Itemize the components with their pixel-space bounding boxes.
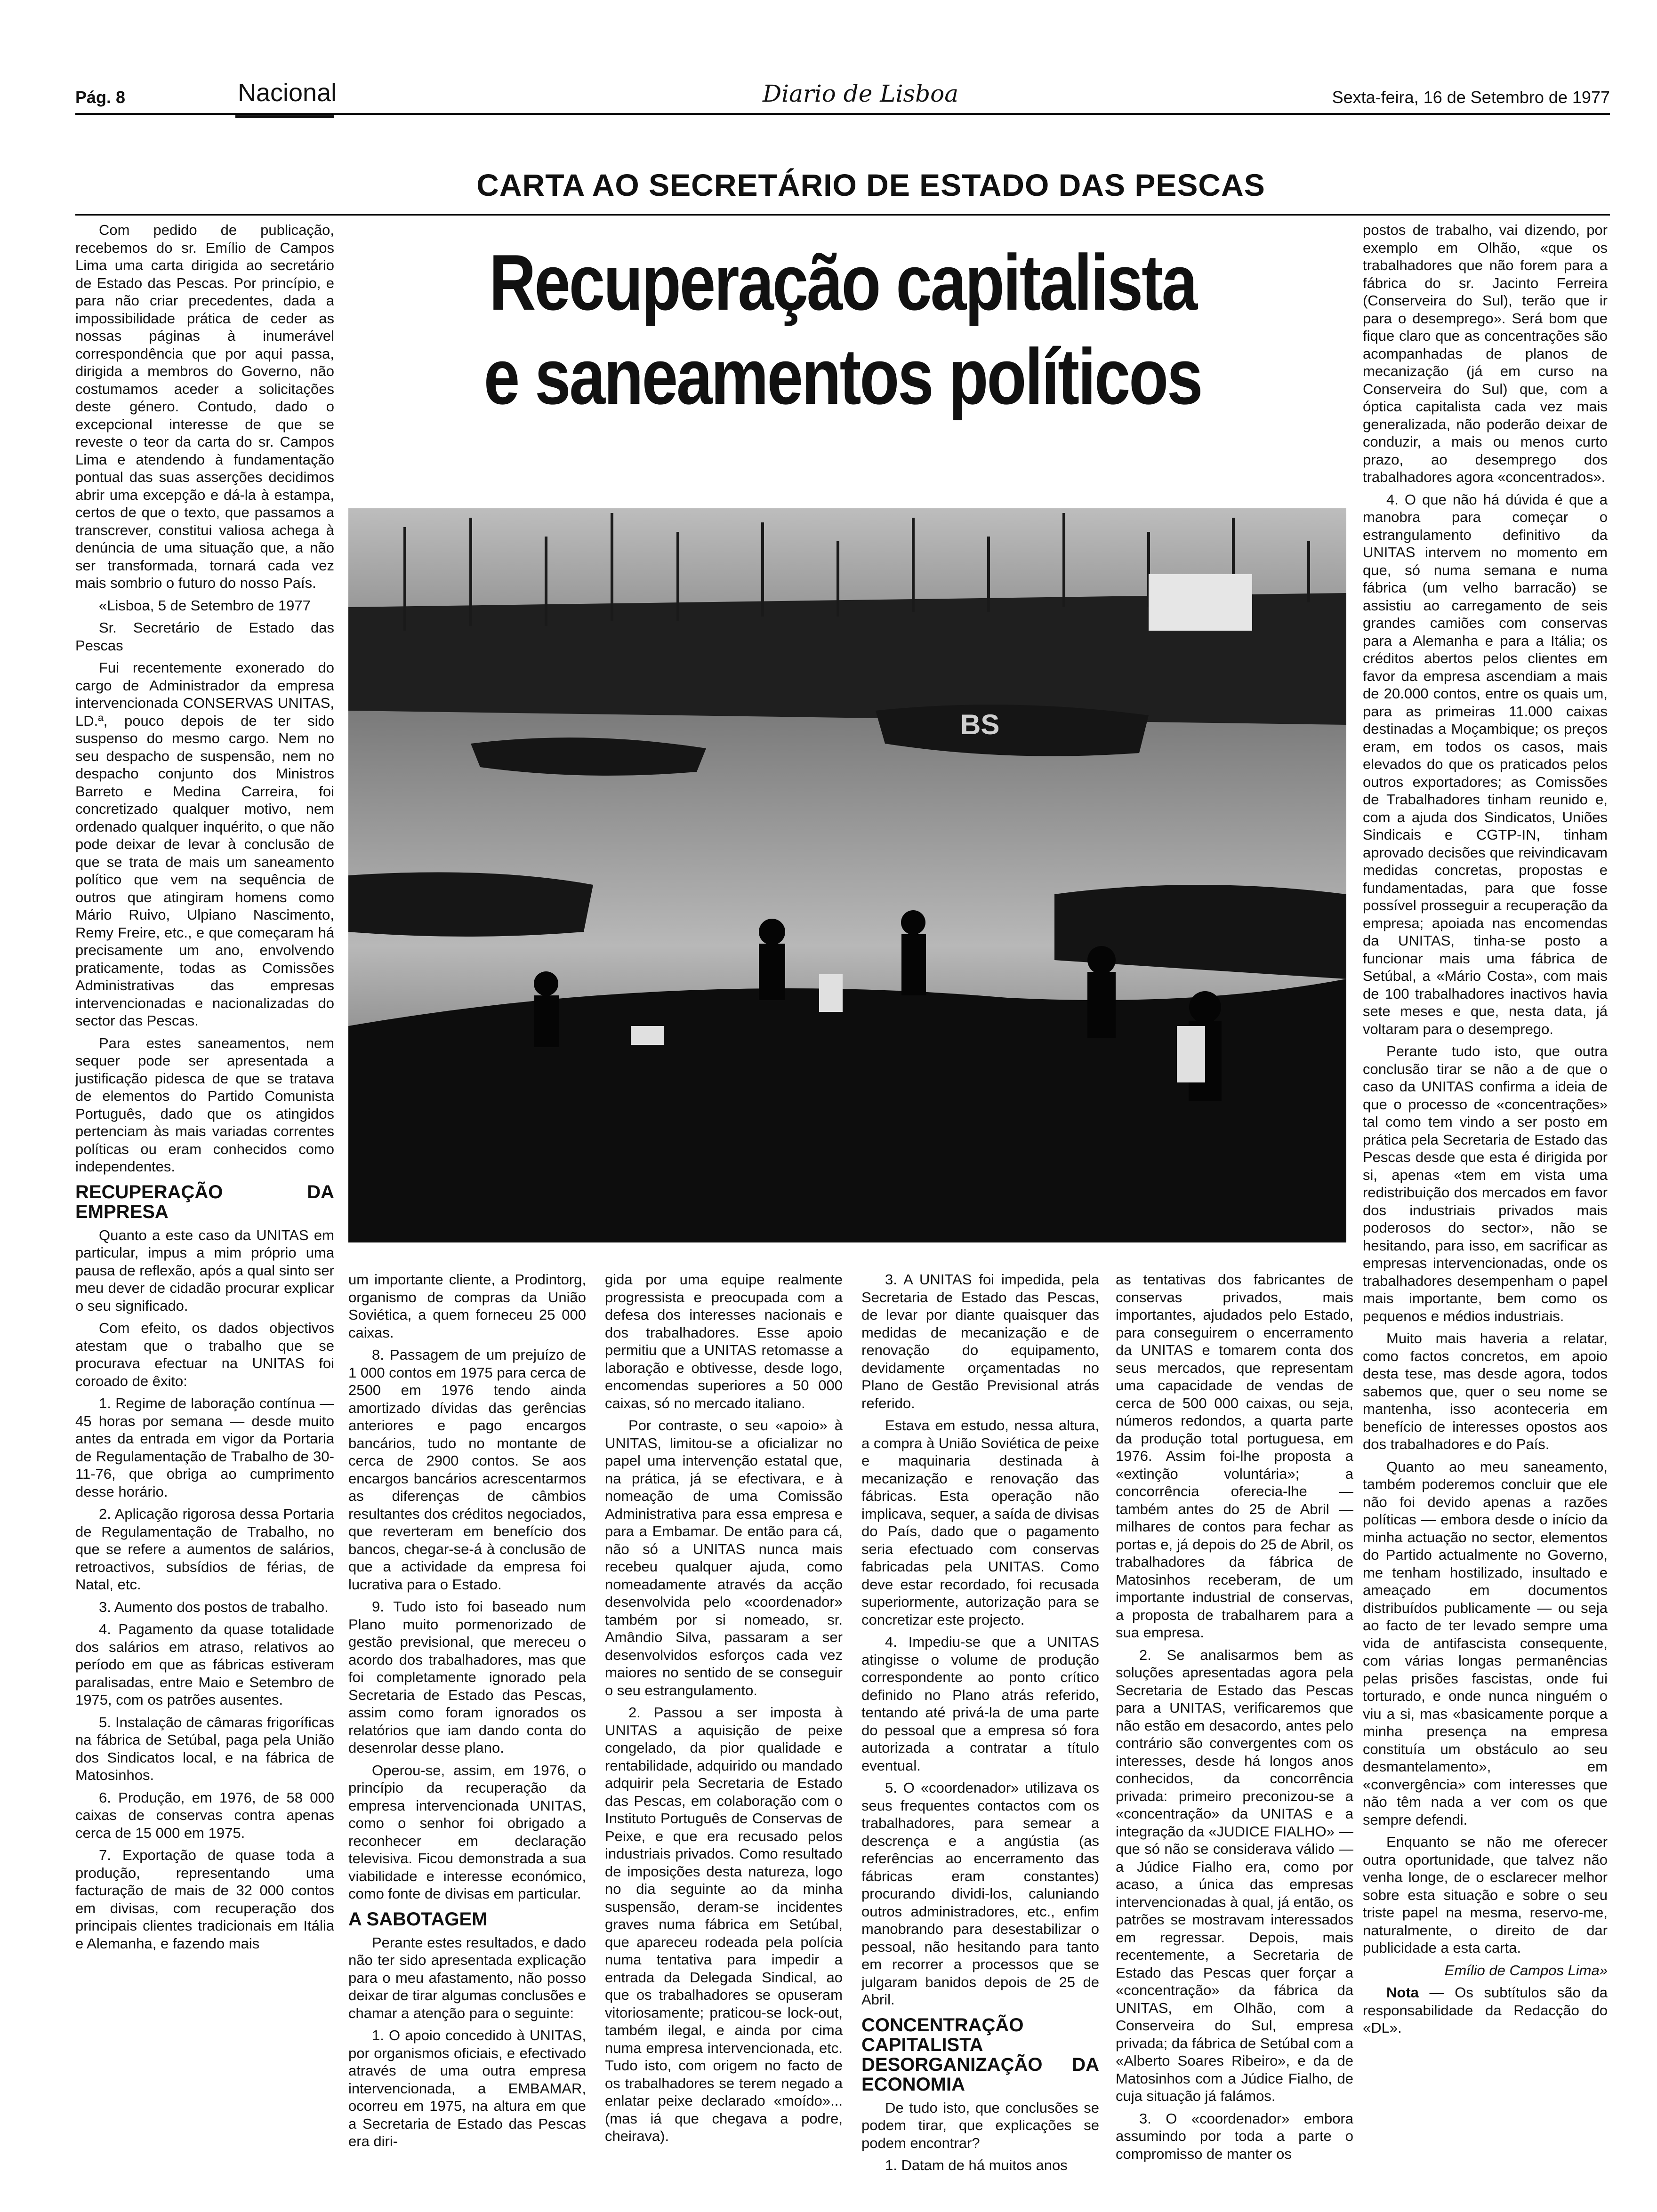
page-number: Pág. 8 <box>75 88 126 107</box>
article-column-5 <box>1116 1271 1353 2193</box>
paragraph: Com efeito, os dados objectivos atestam que o trabalho que se procurava efectuar na UNITAS foi coroado de êxito: <box>75 1320 334 1389</box>
list-item: 3. O «coordenador» embora assumindo por toda a parte o compromisso de manter os <box>1116 2110 1353 2162</box>
list-item: 9. Tudo isto foi baseado num Plano muito pormenorizado de gestão previsional, que mereceu o acordo dos trabalhadores, mas que foi completamente ignorado pela Secretaria de Estado das Pescas, assim como foram ignorados os relatórios que iam dando conta do desenrolar desse plano. <box>348 1598 586 1756</box>
subheading: A SABOTAGEM <box>348 1908 488 1930</box>
list-item: 4. O que não há dúvida é que a manobra para começar o estrangulamento definitivo da UNITAS intervem no momento em que, só numa semana e numa fábrica (um velho barracão) se assistiu ao carregamento de seis grandes camiões com conservas para a Alemanha e para a Itália; os créditos abertos pelos clientes em favor da empresa ascendiam a mais de 20.000 contos, entre os quais um, para as primeiras 11.000 caixas destinadas a Moçambique; os preços eram, em todos os casos, mais elevados do que os praticados pelos outros exportadores; as Comissões de Trabalhadores tinham reunido e, com a ajuda dos Sindicatos, Uniões Sindicais e CGTP-IN, tinham aprovado decisões que reivindicavam medidas concretas, propostas e fundamentadas, para que fosse possível prosseguir a recuperação da empresa; apoiada nas encomendas da UNITAS, tinha-se posto a funcionar mais uma fábrica de Setúbal, a «Mário Costa», com mais de 100 trabalhadores inactivos havia sete meses e que, nesta data, já voltaram para o desemprego. <box>1363 491 1608 1037</box>
subheading: CONCENTRAÇÃO CAPITALISTA DESORGANIZAÇÃO DA ECONOMIA <box>861 2014 1099 2095</box>
list-item: 1. Regime de laboração contínua — 45 horas por semana — desde muito antes da entrada em vigor da Portaria de Regulamentação de Trabalho de 30-11-76, que obriga ao cumprimento desse horário. <box>75 1395 334 1500</box>
harbor-photo <box>348 508 1346 1242</box>
article-column-3 <box>605 1271 843 2193</box>
note-text: — Os subtítulos são da responsabilidade da Redacção do «DL». <box>1363 1984 1608 2036</box>
list-item: 2. Passou a ser imposta à UNITAS a aquisição de peixe congelado, da pior qualidade e rentabilidade, adquirido ou mandado adquirir pela Secretaria de Estado das Pescas, em colaboração com o Instituto Português de Conservas de Peixe, e que era recusado pelos industriais privados. Como resultado de imposições desta natureza, logo no dia seguinte ao da minha suspensão, deram-se incidentes graves numa fábrica em Setúbal, que apareceu rodeada pela polícia numa tentativa para impedir a entrada da Delegada Sindical, ao que os trabalhadores se opuseram vitoriosamente; praticou-se lock-out, também ilegal, e ainda por cima numa empresa intervencionada, etc. Tudo isto, com origem no facto de os trabalhadores se terem negado a enlatar peixe declarado «moído»... (mas iá que chegava a podre, cheirava). <box>605 1704 843 2144</box>
list-item: 3. Aumento dos postos de trabalho. <box>99 1598 329 1615</box>
list-item: 5. O «coordenador» utilizava os seus frequentes contactos com os trabalhadores, para semear a descrença e a angústia (as referências ao encerramento das fábricas eram constantes) procurando dividi-los, caluniando outros administradores, etc., enfim manobrando para desestabilizar o pessoal, não hesitando para tanto em recorrer a processos que se julgaram banidos depois de 25 de Abril. <box>861 1779 1099 2008</box>
kicker-rule <box>75 214 1610 216</box>
article-column-4 <box>861 1271 1099 2193</box>
list-item: 2. Aplicação rigorosa dessa Portaria de Regulamentação de Trabalho, no que se refere a aumentos de salários, retroactivos, subsídios de férias, de Natal, etc. <box>75 1506 334 1593</box>
section-underline <box>235 115 334 118</box>
list-item: 4. Pagamento da quase totalidade dos salários em atraso, relativos ao período em que as fábricas estiveram paralisadas, entre Maio e Setembro de 1975, com os patrões ausentes. <box>75 1621 334 1708</box>
paragraph: Muito mais haveria a relatar, como factos concretos, em apoio desta tese, mas desde agora, todos sabemos que, quer o seu nome se mantenha, isso aconteceria em benefício de interesses opostos aos dos trabalhadores e do País. <box>1363 1330 1608 1452</box>
headline-line-2: e saneamentos políticos <box>483 332 1202 421</box>
letter-salutation: Sr. Secretário de Estado das Pescas <box>75 619 334 654</box>
paragraph: Quanto ao meu saneamento, também poderemos concluir que ele não foi devido apenas a razões políticas — embora desde o início da minha actuação no sector, elementos do Partido actualmente no Governo, me tenham hostilizado, insultado e ameaçado em documentos distribuídos publicamente — ou seja ao facto de ter levado sempre uma vida de antifascista consequente, com várias longas permanências pelas prisões fascistas, onde fui torturado, e onde nunca ninguém o viu a si, mas «basicamente porque a minha presença na empresa constituía um obstáculo ao seu desmantelamento», em «convergência» com interesses que não têm nada a ver com os que sempre defendi. <box>1363 1458 1608 1828</box>
page-header <box>75 71 1610 113</box>
editor-note <box>1363 1984 1608 2037</box>
list-item: 1. Datam de há muitos anos <box>885 2157 1068 2173</box>
paragraph: postos de trabalho, vai dizendo, por exemplo em Olhão, «que os trabalhadores que não forem para a fábrica do sr. Jacinto Ferreira (Conserveira do Sul), terão que ir para o desemprego». Será bom que fique claro que as concentrações são acompanhadas de planos de mecanização (já em curso na Conserveira do Sul) que, com a óptica capitalista cada vez mais generalizada, não poderão deixar de conduzir, a mais ou menos curto prazo, ao desemprego dos trabalhadores agora «concentrados». <box>1363 222 1608 485</box>
paragraph: Por contraste, o seu «apoio» à UNITAS, limitou-se a oficializar no papel uma intervenção estatal que, na prática, já se efectivara, e à nomeação de uma Comissão Administrativa para essa empresa e para a Embamar. De então para cá, não só a UNITAS nunca mais recebeu qualquer ajuda, como nomeadamente através da acção desenvolvida pelo «coordenador» também por si nomeado, sr. Amândio Silva, passaram a ser desenvolvidos esforços cada vez maiores no sentido de se conseguir o seu estrangulamento. <box>605 1417 843 1699</box>
boat-marking: BS <box>960 709 1000 740</box>
paragraph: Estava em estudo, nessa altura, a compra à União Soviética de peixe e maquinaria destinada à mecanização e renovação das fábricas. Esta operação não implicava, sequer, a saída de divisas do País, dado que o pagamento seria efectuado com conservas fabricadas pela UNITAS. Como deve estar recordado, foi recusada superiormente, autorização para se concretizar este projecto. <box>861 1417 1099 1628</box>
headline-line-1: Recuperação capitalista <box>489 238 1196 327</box>
list-item: 3. A UNITAS foi impedida, pela Secretaria de Estado das Pescas, de levar por diante quaisquer das medidas de mecanização e de renovação do equipamento, devidamente orçamentadas no Plano de Gestão Previsional atrás referido. <box>861 1271 1099 1411</box>
article-kicker: CARTA AO SECRETÁRIO DE ESTADO DAS PESCAS <box>476 168 1265 202</box>
header-rule <box>75 113 1610 115</box>
list-item: 8. Passagem de um prejuízo de 1 000 contos em 1975 para cerca de 2500 em 1976 tendo ainda amortizado dívidas das gerências anteriores e pago encargos bancários, tudo no montante de cerca de 2900 contos. Se aos encargos bancários acrescentarmos as diferenças de câmbios resultantes dos créditos negociados, que reverteram em benefício dos bancos, chegar-se-á à conclusão de que a actividade da empresa foi lucrativa para o Estado. <box>348 1346 586 1593</box>
paragraph: Enquanto se não me oferecer outra oportunidade, que talvez não venha longe, de o esclarecer melhor sobre esta situação e sobre o seu triste papel na mesma, reservo-me, naturalmente, o direito de dar publicidade a esta carta. <box>1363 1834 1608 1956</box>
list-item: 6. Produção, em 1976, de 58 000 caixas de conservas contra apenas cerca de 15 000 em 1975. <box>75 1789 334 1841</box>
letter-dateline: «Lisboa, 5 de Setembro de 1977 <box>99 597 311 614</box>
list-item: 7. Exportação de quase toda a produção, representando uma facturação de mais de 32 000 contos em divisas, com recuperação dos principais clientes tradicionais em Itália e Alemanha, e fazendo mais <box>75 1847 334 1952</box>
paragraph: Perante estes resultados, e dado não ter sido apresentada explicação para o meu afastamento, não posso deixar de tirar algumas conclusões e chamar a atenção para o seguinte: <box>348 1934 586 2021</box>
article-column-2 <box>348 1271 586 2193</box>
list-item: 5. Instalação de câmaras frigoríficas na fábrica de Setúbal, paga pela União dos Sindicatos local, e na fábrica de Matosinhos. <box>75 1714 334 1783</box>
article-column-6 <box>1363 221 1608 2188</box>
note-label: Nota <box>1386 1984 1419 2001</box>
paragraph: um importante cliente, a Prodintorg, organismo de compras da União Soviética, a quem forneceu 25 000 caixas. <box>348 1271 586 1341</box>
paragraph: Quanto a este caso da UNITAS em particular, impus a mim próprio uma pausa de reflexão, após a qual sinto ser meu dever de cidadão procurar explicar o seu significado. <box>75 1226 334 1314</box>
harbor-photo-drawing <box>348 508 1346 1242</box>
paragraph: Para estes saneamentos, nem sequer pode ser apresentada a justificação pidesca de que se tratava de elementos do Partido Comunista Português, dado que os atingidos pertenciam às mais variadas correntes políticas ou eram conhecidos como independentes. <box>75 1034 334 1175</box>
masthead: Diario de Lisboa <box>763 80 959 107</box>
editor-intro: Com pedido de publicação, recebemos do sr. Emílio de Campos Lima uma carta dirigida ao secretário de Estado das Pescas. Por princípio, e para não criar precedentes, dada a impossibilidade prática de ceder as nossas páginas à inumerável correspondência que por aqui passa, dirigida a membros do Governo, não costumamos aceder a solicitações deste género. Contudo, dado o excepcional interesse de que se reveste o teor da carta do sr. Campos Lima e atendendo à fundamentação pontual das suas asserções decidimos abrir uma excepção e dá-la à estampa, certos de que o texto, que passamos a transcrever, constitui valiosa achega à denúncia de uma situação que, a não ser transformada, tornará cada vez mais sombrio o futuro do nosso País. <box>75 222 334 591</box>
letter-signature: Emílio de Campos Lima» <box>1444 1962 1608 1979</box>
list-item: 2. Se analisarmos bem as soluções apresentadas agora pela Secretaria de Estado das Pescas para a UNITAS, verificaremos que não estão em desacordo, antes pelo contrário são convergentes com os interesses, desde há longos anos conhecidos, da concorrência privada: primeiro preconizou-se a «concentração» da UNITAS e a integração da «JUDICE FIALHO» — que só não se considerava válido — a Júdice Fialho era, como por acaso, a única das empresas intervencionadas à qual, já então, os patrões se mostravam interessados em regressar. Depois, mais recentemente, a Secretaria de Estado das Pescas quer forçar a «concentração» da fábrica da UNITAS, em Olhão, com a Conserveira do Sul, empresa privada; da fábrica de Setúbal com a «Alberto Soares Ribeiro», e da de Matosinhos com a Júdice Fialho, de cuja situação já falámos. <box>1116 1646 1353 2104</box>
section-name: Nacional <box>238 79 337 107</box>
paragraph: Perante tudo isto, que outra conclusão tirar se não a de que o caso da UNITAS confirma a ideia de que o processo de «concentrações» tal como tem vindo a ser posto em prática pela Secretaria de Estado das Pescas desde que esta é dirigida por si, apenas «tem em vista uma redistribuição dos mercados em favor dos industriais privados mais poderosos do sector», não se hesitando, para isso, em sacrificar as empresas intervencionadas, onde os trabalhadores desempenham o papel mais importante, bem como os pequenos e médios industriais. <box>1363 1043 1608 1324</box>
paragraph: as tentativas dos fabricantes de conservas privados, mais importantes, ajudados pelo Estado, para conseguirem o encerramento da UNITAS e tomarem conta dos seus mercados, que representam uma capacidade de vendas de cerca de 500 000 caixas, ou seja, números redondos, a quarta parte da produção total portuguesa, em 1976. Assim foi-lhe proposta a «extinção voluntária»; a concorrência oferecia-lhe — também antes do 25 de Abril — milhares de contos para fechar as portas e, já depois do 25 de Abril, os trabalhadores da fábrica de Matosinhos receberam, de um importante industrial de conservas, a proposta de trabalharem para a sua empresa. <box>1116 1271 1353 1641</box>
list-item: 1. O apoio concedido à UNITAS, por organismos oficiais, e efectivado através de uma outra empresa intervencionada, a EMBAMAR, ocorreu em 1975, na altura em que a Secretaria de Estado das Pescas era diri- <box>348 2027 586 2149</box>
article-column-1 <box>75 221 334 2188</box>
article-headline <box>348 235 1337 424</box>
paragraph: Operou-se, assim, em 1976, o princípio da recuperação da empresa intervencionada UNITAS, como o senhor foi obrigado a reconhecer em declaração televisiva. Ficou demonstrada a sua viabilidade e interesse económico, como fonte de divisas em particular. <box>348 1762 586 1902</box>
paragraph: De tudo isto, que conclusões se podem tirar, que explicações se podem encontrar? <box>861 2099 1099 2151</box>
paragraph: Fui recentemente exonerado do cargo de Administrador da empresa intervencionada CONSERVAS UNITAS, LD.ª, pouco depois de ter sido suspenso do mesmo cargo. Nem no seu despacho de suspensão, nem no despacho conjunto dos Ministros Barreto e Medina Carreira, foi concretizado qualquer motivo, nem ordenado qualquer inquérito, o que não pode deixar de levar à conclusão de que se trata de mais um saneamento político que vem na sequência de outros que atingiram homens como Mário Ruivo, Ulpiano Nascimento, Remy Freire, etc., e que começaram há precisamente um ano, envolvendo praticamente, todas as Comissões Administrativas das empresas intervencionadas e nacionalizadas do sector das Pescas. <box>75 659 334 1029</box>
list-item: 4. Impediu-se que a UNITAS atingisse o volume de produção correspondente ao ponto crítico definido no Plano atrás referido, tentando até privá-la de uma parte do pessoal que a empresa só fora autorizada a contratar a título eventual. <box>861 1634 1099 1774</box>
issue-date: Sexta-feira, 16 de Setembro de 1977 <box>1332 88 1610 107</box>
paragraph: gida por uma equipe realmente progressista e preocupada com a defesa dos interesses nacionais e dos trabalhadores. Esse apoio permitiu que a UNITAS retomasse a laboração e obtivesse, desde logo, encomendas superiores a 50 000 caixas, só no mercado italiano. <box>605 1271 843 1411</box>
subheading: RECUPERAÇÃO DA EMPRESA <box>75 1181 334 1222</box>
